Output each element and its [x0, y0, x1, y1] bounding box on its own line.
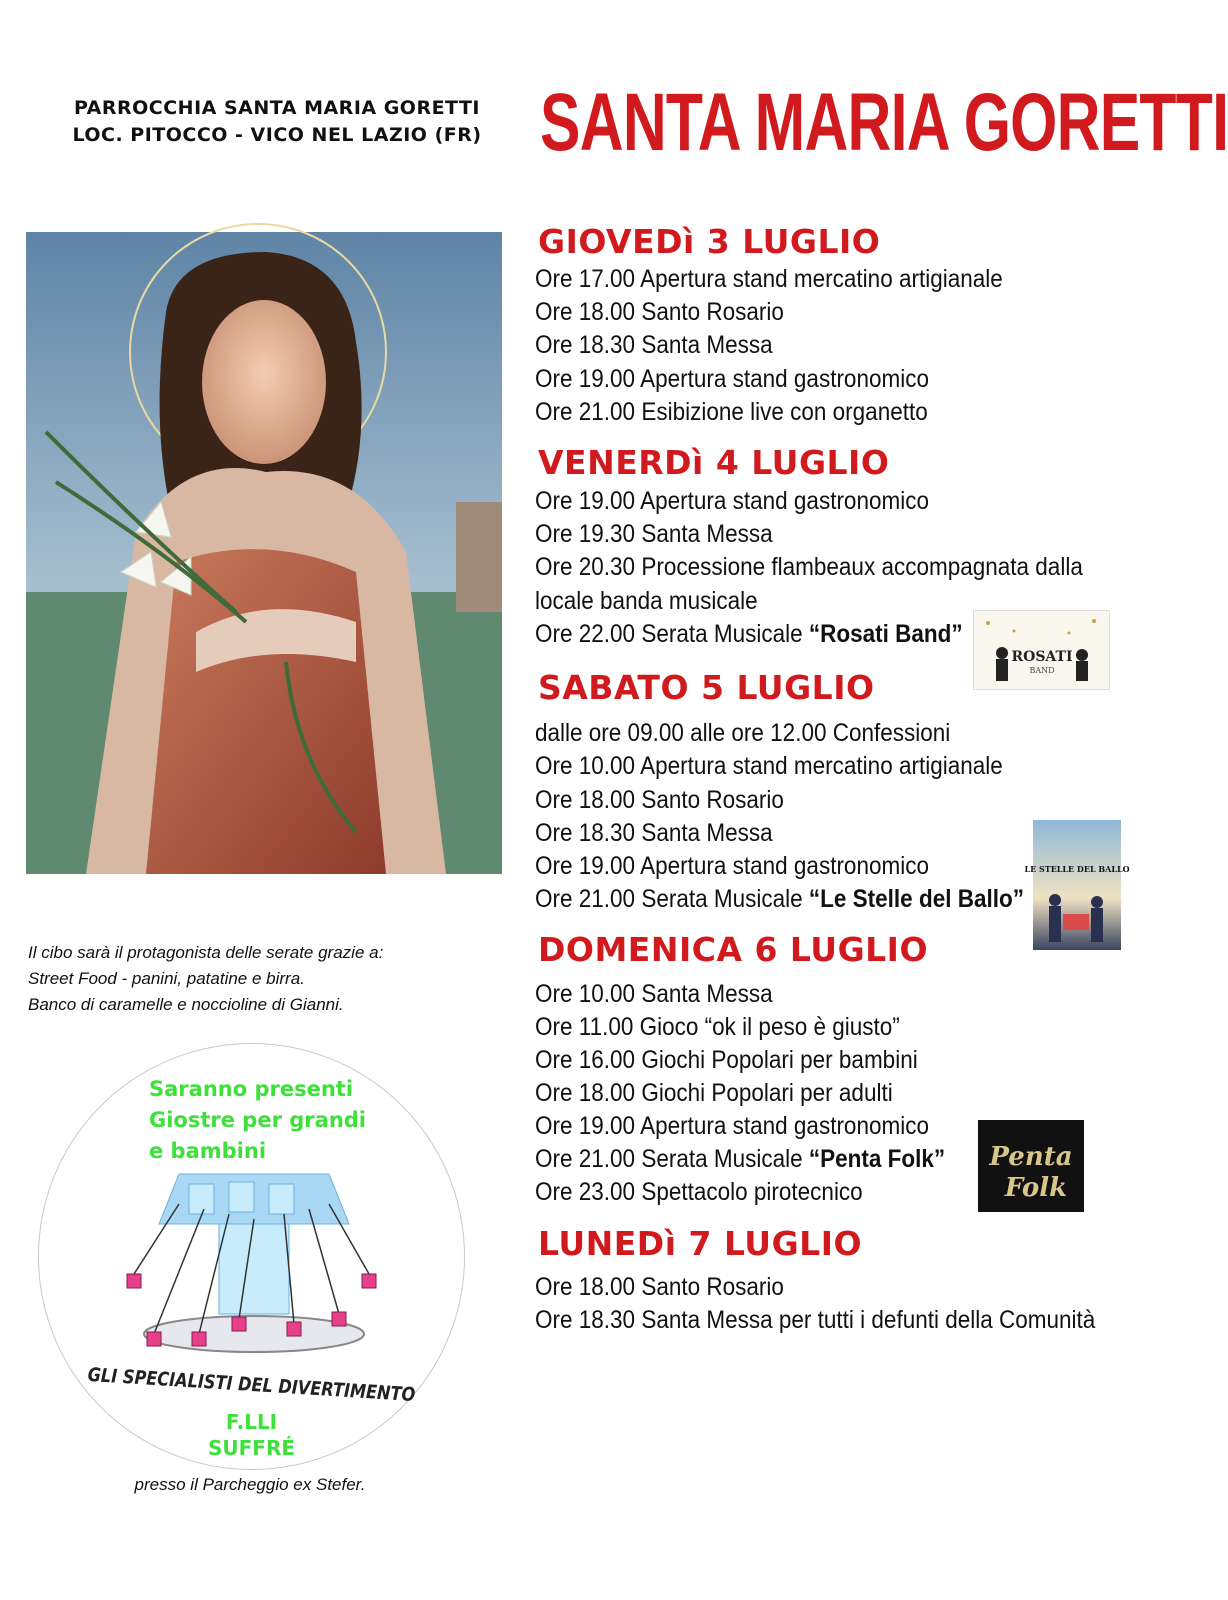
day-title: DOMENICA 6 LUGLIO [538, 930, 929, 969]
event-text: Ore 21.00 Serata Musicale [535, 1145, 803, 1173]
food-note-line: Street Food - panini, patatine e birra. [28, 969, 305, 988]
rosati-logo-sub: BAND [1029, 666, 1055, 675]
stelle-del-ballo-logo [1024, 820, 1130, 950]
day-title: LUNEDì 7 LUGLIO [538, 1224, 863, 1263]
stelle-logo-text: LE STELLE DEL BALLO [1024, 864, 1130, 874]
event-item: locale banda musicale [535, 587, 758, 615]
event-performer: “Rosati Band” [808, 620, 963, 648]
day-title: VENERDì 4 LUGLIO [538, 443, 890, 482]
company-name [39, 1409, 464, 1461]
event-item: Ore 18.30 Santa Messa [535, 819, 773, 847]
event-item: Ore 20.30 Processione flambeaux accompagnata dalla [535, 553, 1083, 581]
event-item: Ore 19.00 Apertura stand gastronomico [535, 1112, 929, 1140]
event-item [535, 620, 963, 649]
event-item: Ore 16.00 Giochi Popolari per bambini [535, 1046, 918, 1074]
rides-announcement [149, 1074, 366, 1167]
carousel-icon [119, 1164, 389, 1374]
company-slogan: GLI SPECIALISTI DEL DIVERTIMENTO [87, 1363, 416, 1407]
event-item: Ore 19.00 Apertura stand gastronomico [535, 852, 929, 880]
day-title: SABATO 5 LUGLIO [538, 668, 875, 707]
event-performer: “Penta Folk” [808, 1145, 946, 1173]
rosati-band-logo [973, 610, 1110, 690]
rides-line: Giostre per grandi [149, 1108, 366, 1132]
event-item: Ore 18.00 Giochi Popolari per adulti [535, 1079, 893, 1107]
event-item: Ore 19.30 Santa Messa [535, 520, 773, 548]
event-item: Ore 10.00 Santa Messa [535, 980, 773, 1008]
event-text: Ore 22.00 Serata Musicale [535, 620, 803, 648]
event-item [535, 1145, 945, 1174]
company-flli: F.LLI [225, 1410, 278, 1434]
parish-location: LOC. PITOCCO - VICO NEL LAZIO (FR) [72, 124, 482, 146]
penta-folk-logo [978, 1120, 1084, 1212]
company-surname: SUFFRÉ [207, 1436, 296, 1460]
event-item: Ore 19.00 Apertura stand gastronomico [535, 365, 929, 393]
event-item: Ore 23.00 Spettacolo pirotecnico [535, 1178, 863, 1206]
event-item: Ore 17.00 Apertura stand mercatino artigianale [535, 265, 1003, 293]
event-item: Ore 18.00 Santo Rosario [535, 1273, 784, 1301]
rides-badge [38, 1043, 465, 1470]
event-item: Ore 18.00 Santo Rosario [535, 786, 784, 814]
food-note [28, 940, 383, 1018]
page-title: SANTA MARIA GORETTI [540, 77, 1228, 168]
event-item: Ore 21.00 Esibizione live con organetto [535, 398, 928, 426]
penta-logo-text: Penta [989, 1142, 1073, 1172]
event-item: Ore 19.00 Apertura stand gastronomico [535, 487, 929, 515]
day-title: GIOVEDì 3 LUGLIO [538, 222, 881, 261]
rides-line: Saranno presenti [149, 1077, 354, 1101]
event-item: Ore 18.30 Santa Messa per tutti i defunti della Comunità [535, 1306, 1096, 1334]
food-note-line: Il cibo sarà il protagonista delle serate grazie a: [28, 943, 384, 962]
parish-name: PARROCCHIA SANTA MARIA GORETTI [74, 97, 480, 119]
event-item: Ore 18.00 Santo Rosario [535, 298, 784, 326]
event-item: Ore 18.30 Santa Messa [535, 331, 773, 359]
rides-location: presso il Parcheggio ex Stefer. [134, 1475, 366, 1494]
event-item: Ore 10.00 Apertura stand mercatino artigianale [535, 752, 1003, 780]
event-item [535, 885, 1024, 914]
event-text: Ore 21.00 Serata Musicale [535, 885, 803, 913]
event-performer: “Le Stelle del Ballo” [808, 885, 1024, 913]
folk-logo-text: Folk [1004, 1173, 1068, 1203]
parish-header [32, 95, 522, 149]
rides-line: e bambini [149, 1139, 267, 1163]
event-item: dalle ore 09.00 alle ore 12.00 Confessioni [535, 719, 951, 747]
saint-portrait-image [26, 232, 502, 874]
event-item: Ore 11.00 Gioco “ok il peso è giusto” [535, 1013, 900, 1041]
food-note-line: Banco di caramelle e noccioline di Gianni. [28, 995, 344, 1014]
rosati-logo-text: ROSATI [1011, 649, 1073, 665]
